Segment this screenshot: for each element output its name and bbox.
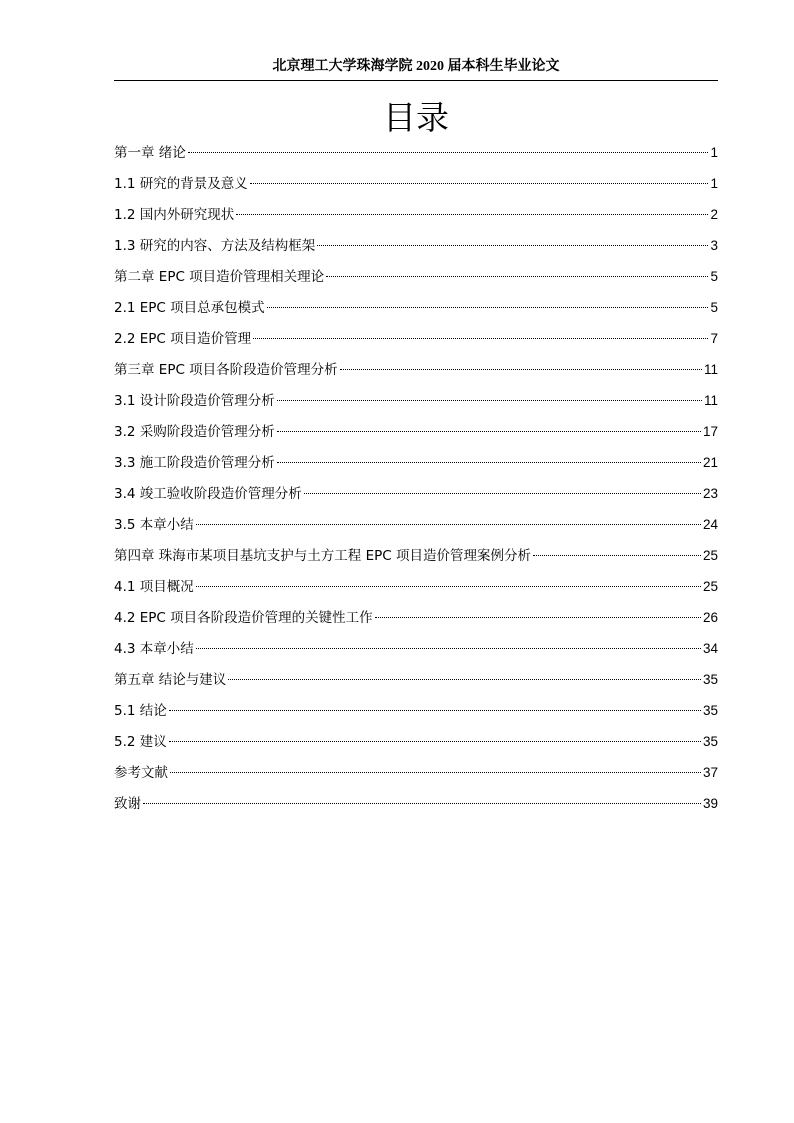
toc-entry[interactable]	[114, 416, 718, 447]
toc-entry-page: 35	[702, 703, 718, 718]
toc-leader-dots	[236, 213, 708, 215]
toc-entry-label: 致谢	[114, 796, 141, 812]
toc-entry-label: 4.1 项目概况	[114, 579, 194, 595]
toc-entry[interactable]	[114, 726, 718, 757]
toc-entry[interactable]	[114, 695, 718, 726]
toc-entry-page: 25	[702, 548, 718, 563]
toc-entry[interactable]	[114, 664, 718, 695]
toc-entry-page: 11	[703, 362, 718, 377]
toc-entry[interactable]	[114, 788, 718, 819]
toc-leader-dots	[317, 244, 708, 246]
toc-leader-dots	[304, 492, 701, 494]
toc-entry-label: 1.1 研究的背景及意义	[114, 176, 248, 192]
toc-entry-page: 35	[702, 672, 718, 687]
toc-leader-dots	[250, 182, 709, 184]
toc-entry[interactable]	[114, 540, 718, 571]
toc-entry[interactable]	[114, 199, 718, 230]
toc-entry-label: 4.2 EPC 项目各阶段造价管理的关键性工作	[114, 610, 373, 626]
toc-entry[interactable]	[114, 354, 718, 385]
toc-entry-label: 3.2 采购阶段造价管理分析	[114, 424, 275, 440]
toc-leader-dots	[277, 461, 701, 463]
toc-entry-label: 第五章 结论与建议	[114, 672, 227, 688]
toc-entry[interactable]	[114, 292, 718, 323]
toc-entry-page: 5	[710, 269, 718, 284]
toc-entry-label: 2.1 EPC 项目总承包模式	[114, 300, 265, 316]
toc-leader-dots	[375, 616, 701, 618]
toc-entry-page: 23	[702, 486, 718, 501]
toc-entry-label: 1.3 研究的内容、方法及结构框架	[114, 238, 316, 254]
toc-entry-label: 参考文献	[114, 765, 168, 781]
toc-entry-label: 第一章 绪论	[114, 145, 186, 161]
toc-entry[interactable]	[114, 509, 718, 540]
toc-entry[interactable]	[114, 447, 718, 478]
toc-entry-label: 第四章 珠海市某项目基坑支护与土方工程 EPC 项目造价管理案例分析	[114, 548, 531, 564]
toc-entry[interactable]	[114, 633, 718, 664]
toc-leader-dots	[267, 306, 709, 308]
toc-entry-page: 7	[710, 331, 718, 346]
toc-entry-page: 26	[702, 610, 718, 625]
toc-entry[interactable]	[114, 230, 718, 261]
toc-leader-dots	[228, 678, 701, 680]
toc-leader-dots	[196, 585, 701, 587]
toc-leader-dots	[169, 740, 701, 742]
toc-entry-label: 第三章 EPC 项目各阶段造价管理分析	[114, 362, 338, 378]
toc-entry-page: 25	[702, 579, 718, 594]
toc-entry-page: 11	[703, 393, 718, 408]
toc-entry-page: 39	[702, 796, 718, 811]
table-of-contents	[114, 137, 718, 819]
toc-entry[interactable]	[114, 323, 718, 354]
toc-leader-dots	[169, 709, 701, 711]
toc-entry-page: 24	[702, 517, 718, 532]
toc-entry[interactable]	[114, 385, 718, 416]
toc-entry-label: 第二章 EPC 项目造价管理相关理论	[114, 269, 325, 285]
toc-leader-dots	[196, 523, 701, 525]
toc-entry-page: 21	[702, 455, 718, 470]
toc-entry[interactable]	[114, 478, 718, 509]
toc-leader-dots	[277, 430, 701, 432]
toc-entry-label: 5.2 建议	[114, 734, 167, 750]
toc-entry-page: 17	[702, 424, 718, 439]
toc-entry-page: 37	[702, 765, 718, 780]
toc-entry-label: 4.3 本章小结	[114, 641, 194, 657]
toc-entry-page: 1	[710, 145, 718, 160]
toc-entry[interactable]	[114, 757, 718, 788]
toc-leader-dots	[326, 275, 708, 277]
toc-entry-page: 2	[710, 207, 718, 222]
toc-entry-label: 3.1 设计阶段造价管理分析	[114, 393, 275, 409]
toc-leader-dots	[188, 151, 709, 153]
page-title: 目录	[383, 98, 449, 137]
toc-leader-dots	[253, 337, 708, 339]
toc-leader-dots	[143, 802, 701, 804]
toc-leader-dots	[277, 399, 702, 401]
toc-entry-page: 5	[710, 300, 718, 315]
toc-entry-label: 1.2 国内外研究现状	[114, 207, 235, 223]
toc-leader-dots	[196, 647, 701, 649]
toc-entry-label: 5.1 结论	[114, 703, 167, 719]
page-header: 北京理工大学珠海学院 2020 届本科生毕业论文	[272, 59, 560, 74]
header-divider	[114, 80, 718, 81]
toc-entry-page: 3	[710, 238, 718, 253]
toc-entry[interactable]	[114, 168, 718, 199]
toc-entry-label: 3.3 施工阶段造价管理分析	[114, 455, 275, 471]
toc-entry[interactable]	[114, 602, 718, 633]
toc-entry-label: 2.2 EPC 项目造价管理	[114, 331, 252, 347]
toc-entry-page: 1	[710, 176, 718, 191]
toc-entry[interactable]	[114, 137, 718, 168]
toc-leader-dots	[533, 554, 701, 556]
toc-entry-page: 34	[702, 641, 718, 656]
toc-entry[interactable]	[114, 571, 718, 602]
toc-entry-page: 35	[702, 734, 718, 749]
toc-entry-label: 3.5 本章小结	[114, 517, 194, 533]
toc-entry[interactable]	[114, 261, 718, 292]
toc-leader-dots	[170, 771, 701, 773]
toc-entry-label: 3.4 竣工验收阶段造价管理分析	[114, 486, 302, 502]
toc-leader-dots	[340, 368, 702, 370]
